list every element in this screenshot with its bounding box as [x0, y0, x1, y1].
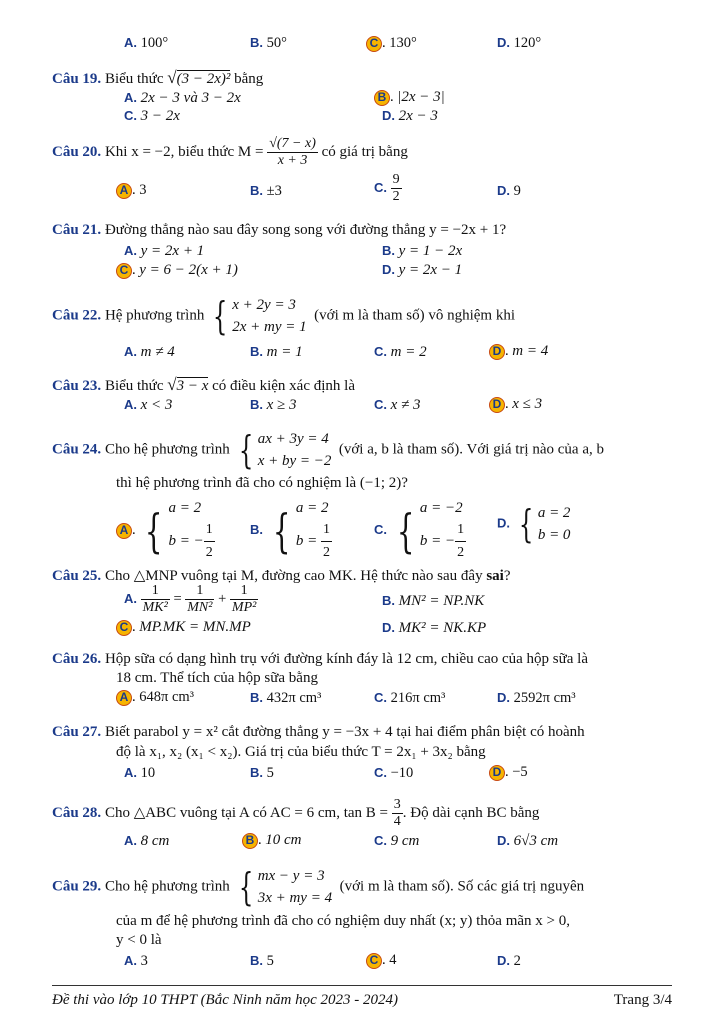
- q18-option-b: B. 50°: [250, 35, 287, 51]
- answer-marker: C: [366, 36, 382, 52]
- q24-stem-line2: thì hệ phương trình đã cho có nghiệm là (−1; 2)?: [116, 475, 408, 491]
- q25-stem: Câu 25. Cho △MNP vuông tại M, đường cao MK. Hệ thức nào sau đây sai?: [52, 568, 511, 584]
- q24-option-a: A . { a = 2 b = − $\frac{1}{2}$: [116, 497, 215, 564]
- q28-option-a: A. 8 cm: [124, 833, 170, 849]
- q20-option-a: A . 3: [116, 182, 147, 199]
- q22-stem: Câu 22. Hệ phương trình { x + 2y = 3 2x + my = 1 (với m là tham số) vô nghiệm khi: [52, 294, 515, 338]
- q19-option-c: C. 3 − 2x: [124, 108, 180, 124]
- q27-option-a: A. 10: [124, 765, 156, 781]
- q18-option-d: D. 120°: [497, 35, 542, 51]
- q18-option-a: A. 100°: [124, 35, 169, 51]
- q24-stem: Câu 24. Cho hệ phương trình { ax + 3y = 4 x + by = −2 (với a, b là tham số). Với giá trị nào của a, b: [52, 428, 604, 472]
- q25-option-d: D. MK² = NK.KP: [382, 620, 487, 636]
- q26-option-c: C. 216π cm³: [374, 690, 446, 706]
- q28-option-d: D. 6√3 cm: [497, 833, 559, 849]
- q22-option-a: A. m ≠ 4: [124, 344, 175, 360]
- q29-option-d: D. 2: [497, 953, 521, 969]
- q20-option-b: B. ±3: [250, 183, 282, 199]
- q27-stem-line2: độ là x₁, x₂ (x₁ < x₂). Giá trị của biểu thức T = 2x₁ + 3x₂ bằng: [116, 744, 486, 760]
- q29-option-a: A. 3: [124, 953, 148, 969]
- q26-stem-line2: 18 cm. Thể tích của hộp sữa bằng: [116, 670, 318, 686]
- page-number: Trang 3/4: [613, 992, 672, 1008]
- q23-option-a: A. x < 3: [124, 397, 173, 413]
- q19-option-a: A. 2x − 3 và 3 − 2x: [124, 90, 241, 106]
- q25-option-c: C . MP.MK = MN.MP: [116, 619, 251, 636]
- q21-stem: Câu 21. Đường thẳng nào sau đây song song với đường thẳng y = −2x + 1?: [52, 222, 507, 238]
- q29-option-c: C . 4: [366, 952, 397, 969]
- q21-option-c: C . y = 6 − 2(x + 1): [116, 262, 238, 279]
- q26-stem: Câu 26. Hộp sữa có dạng hình trụ với đường kính đáy là 12 cm, chiều cao của hộp sữa là: [52, 651, 588, 667]
- q28-option-b: B . 10 cm: [242, 832, 302, 849]
- q25-option-b: B. MN² = NP.NK: [382, 593, 485, 609]
- q26-option-a: A . 648π cm³: [116, 689, 194, 706]
- q21-option-d: D. y = 2x − 1: [382, 262, 463, 278]
- q25-option-a: A. $\frac{1}{\text{MK²}}$ = $\frac{1}{\text{MN²}}$ + $\frac{1}{\text{MP²}}$: [124, 583, 257, 615]
- q20-option-c: C. $\frac{9}{2}$: [374, 172, 400, 204]
- q29-stem: Câu 29. Cho hệ phương trình { mx − y = 3 3x + my = 4 (với m là tham số). Số các giá trị nguyên: [52, 865, 585, 909]
- q23-option-b: B. x ≥ 3: [250, 397, 297, 413]
- q19-option-b: B . |2x − 3|: [374, 89, 445, 106]
- q28-stem: Câu 28. Cho △ABC vuông tại A có AC = 6 cm, tan B = $\frac{3}{4}$ . Độ dài cạnh BC bằng: [52, 797, 540, 829]
- q19-stem: Câu 19. Biểu thức √(3 − 2x)² bằng: [52, 68, 264, 87]
- q28-option-c: C. 9 cm: [374, 833, 420, 849]
- footer-divider: [52, 985, 672, 986]
- footer-title: Đề thi vào lớp 10 THPT (Bắc Ninh năm học 2023 - 2024): [52, 992, 399, 1008]
- q23-stem: Câu 23. Biểu thức √3 − x có điều kiện xác định là: [52, 375, 355, 394]
- q24-option-d: D. { a = 2 b = 0: [497, 502, 571, 546]
- q26-option-d: D. 2592π cm³: [497, 690, 576, 706]
- q29-stem-line3: y < 0 là: [116, 932, 162, 948]
- q23-option-c: C. x ≠ 3: [374, 397, 421, 413]
- q29-option-b: B. 5: [250, 953, 274, 969]
- q27-option-b: B. 5: [250, 765, 274, 781]
- q20-option-d: D. 9: [497, 183, 521, 199]
- q26-option-b: B. 432π cm³: [250, 690, 322, 706]
- q22-option-c: C. m = 2: [374, 344, 427, 360]
- q19-option-d: D. 2x − 3: [382, 108, 438, 124]
- q22-option-b: B. m = 1: [250, 344, 303, 360]
- q22-option-d: D . m = 4: [489, 343, 548, 360]
- q21-option-a: A. y = 2x + 1: [124, 243, 205, 259]
- q29-stem-line2: của m để hệ phương trình đã cho có nghiệm duy nhất (x; y) thỏa mãn x > 0,: [116, 913, 570, 929]
- q27-option-c: C. −10: [374, 765, 414, 781]
- q20-stem: Câu 20. Khi x = −2, biểu thức M = $\frac{√(7 - x)}{x + 3}$ có giá trị bằng: [52, 136, 408, 168]
- q18-option-c: C . 130°: [366, 35, 417, 52]
- q23-option-d: D . x ≤ 3: [489, 396, 542, 413]
- q27-option-d: D . −5: [489, 764, 528, 781]
- q24-option-c: C. { a = −2 b = − $\frac{1}{2}$: [374, 500, 465, 560]
- q21-option-b: B. y = 1 − 2x: [382, 243, 463, 259]
- q27-stem: Câu 27. Biết parabol y = x² cắt đường thẳng y = −3x + 4 tại hai điểm phân biệt có hoành: [52, 724, 585, 740]
- q24-option-b: B. { a = 2 b = $\frac{1}{2}$: [250, 500, 331, 560]
